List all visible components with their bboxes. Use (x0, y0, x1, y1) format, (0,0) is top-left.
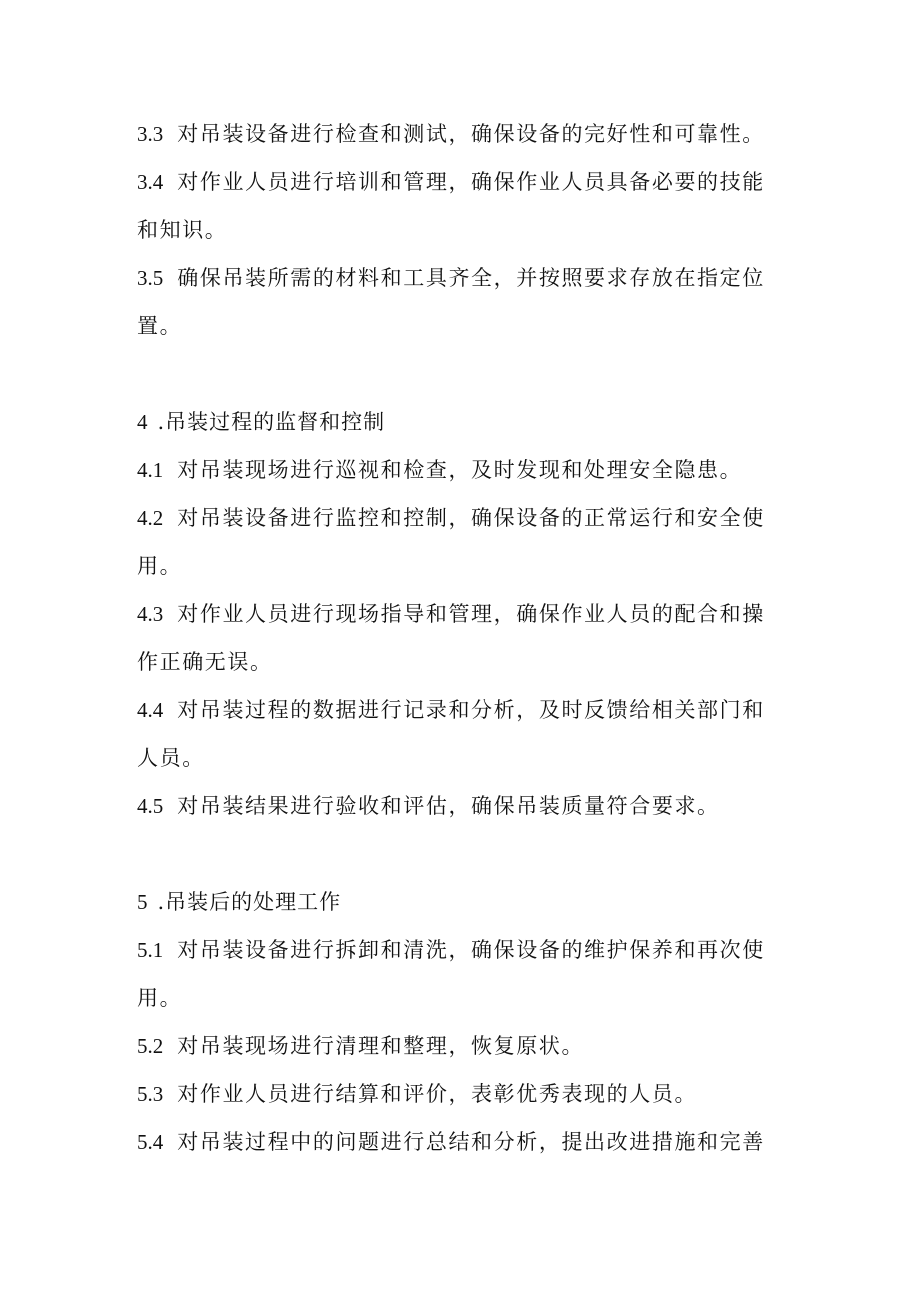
item-text-continued: 用。 (137, 554, 183, 578)
item-number: 4.3 (137, 602, 164, 626)
item-number: 4.2 (137, 506, 164, 530)
item-text-continued: 人员。 (137, 746, 205, 770)
item-number: 5.2 (137, 1034, 164, 1058)
heading-text: .吊装过程的监督和控制 (157, 410, 386, 434)
item-number: 3.4 (137, 170, 164, 194)
list-item-3-4 (137, 158, 787, 206)
item-text-continued: 用。 (137, 986, 183, 1010)
list-item-4-3-cont (137, 638, 787, 686)
item-text: 确保吊装所需的材料和工具齐全，并按照要求存放在指定位 (177, 266, 765, 290)
list-item-4-1 (137, 446, 787, 494)
item-text: 对吊装过程中的问题进行总结和分析，提出改进措施和完善 (177, 1130, 765, 1154)
item-text: 对吊装过程的数据进行记录和分析，及时反馈给相关部门和 (177, 698, 765, 722)
list-item-4-2 (137, 494, 787, 542)
list-item-4-3 (137, 590, 787, 638)
item-number: 3.5 (137, 266, 164, 290)
heading-text: .吊装后的处理工作 (157, 890, 342, 914)
item-number: 5.1 (137, 938, 164, 962)
item-number: 4.5 (137, 794, 164, 818)
list-item-5-3 (137, 1070, 787, 1118)
heading-number: 4 (137, 410, 148, 434)
list-item-3-5 (137, 254, 787, 302)
item-text-continued: 作正确无误。 (137, 650, 273, 674)
item-text: 对吊装设备进行检查和测试，确保设备的完好性和可靠性。 (177, 122, 765, 146)
document-body (137, 110, 787, 1166)
list-item-5-1-cont (137, 974, 787, 1022)
list-item-4-2-cont (137, 542, 787, 590)
list-item-5-1 (137, 926, 787, 974)
item-text: 对吊装设备进行监控和控制，确保设备的正常运行和安全使 (177, 506, 765, 530)
list-item-4-5 (137, 782, 787, 830)
section-heading-4 (137, 398, 787, 446)
item-number: 3.3 (137, 122, 164, 146)
item-text-continued: 置。 (137, 314, 183, 338)
item-text: 对吊装现场进行巡视和检查，及时发现和处理安全隐患。 (177, 458, 743, 482)
list-item-5-2 (137, 1022, 787, 1070)
list-item-5-4 (137, 1118, 787, 1166)
item-text: 对吊装现场进行清理和整理，恢复原状。 (177, 1034, 585, 1058)
item-text: 对吊装结果进行验收和评估，确保吊装质量符合要求。 (177, 794, 720, 818)
list-item-3-3 (137, 110, 787, 158)
item-text: 对作业人员进行培训和管理，确保作业人员具备必要的技能 (177, 170, 765, 194)
item-number: 4.1 (137, 458, 164, 482)
section-gap (137, 350, 787, 398)
list-item-4-4 (137, 686, 787, 734)
list-item-4-4-cont (137, 734, 787, 782)
item-text: 对吊装设备进行拆卸和清洗，确保设备的维护保养和再次使 (177, 938, 765, 962)
item-text-continued: 和知识。 (137, 218, 228, 242)
item-text: 对作业人员进行现场指导和管理，确保作业人员的配合和操 (177, 602, 765, 626)
list-item-3-4-cont (137, 206, 787, 254)
item-number: 5.4 (137, 1130, 164, 1154)
list-item-3-5-cont (137, 302, 787, 350)
section-heading-5 (137, 878, 787, 926)
item-number: 4.4 (137, 698, 164, 722)
heading-number: 5 (137, 890, 148, 914)
item-number: 5.3 (137, 1082, 164, 1106)
section-gap (137, 830, 787, 878)
item-text: 对作业人员进行结算和评价，表彰优秀表现的人员。 (177, 1082, 698, 1106)
